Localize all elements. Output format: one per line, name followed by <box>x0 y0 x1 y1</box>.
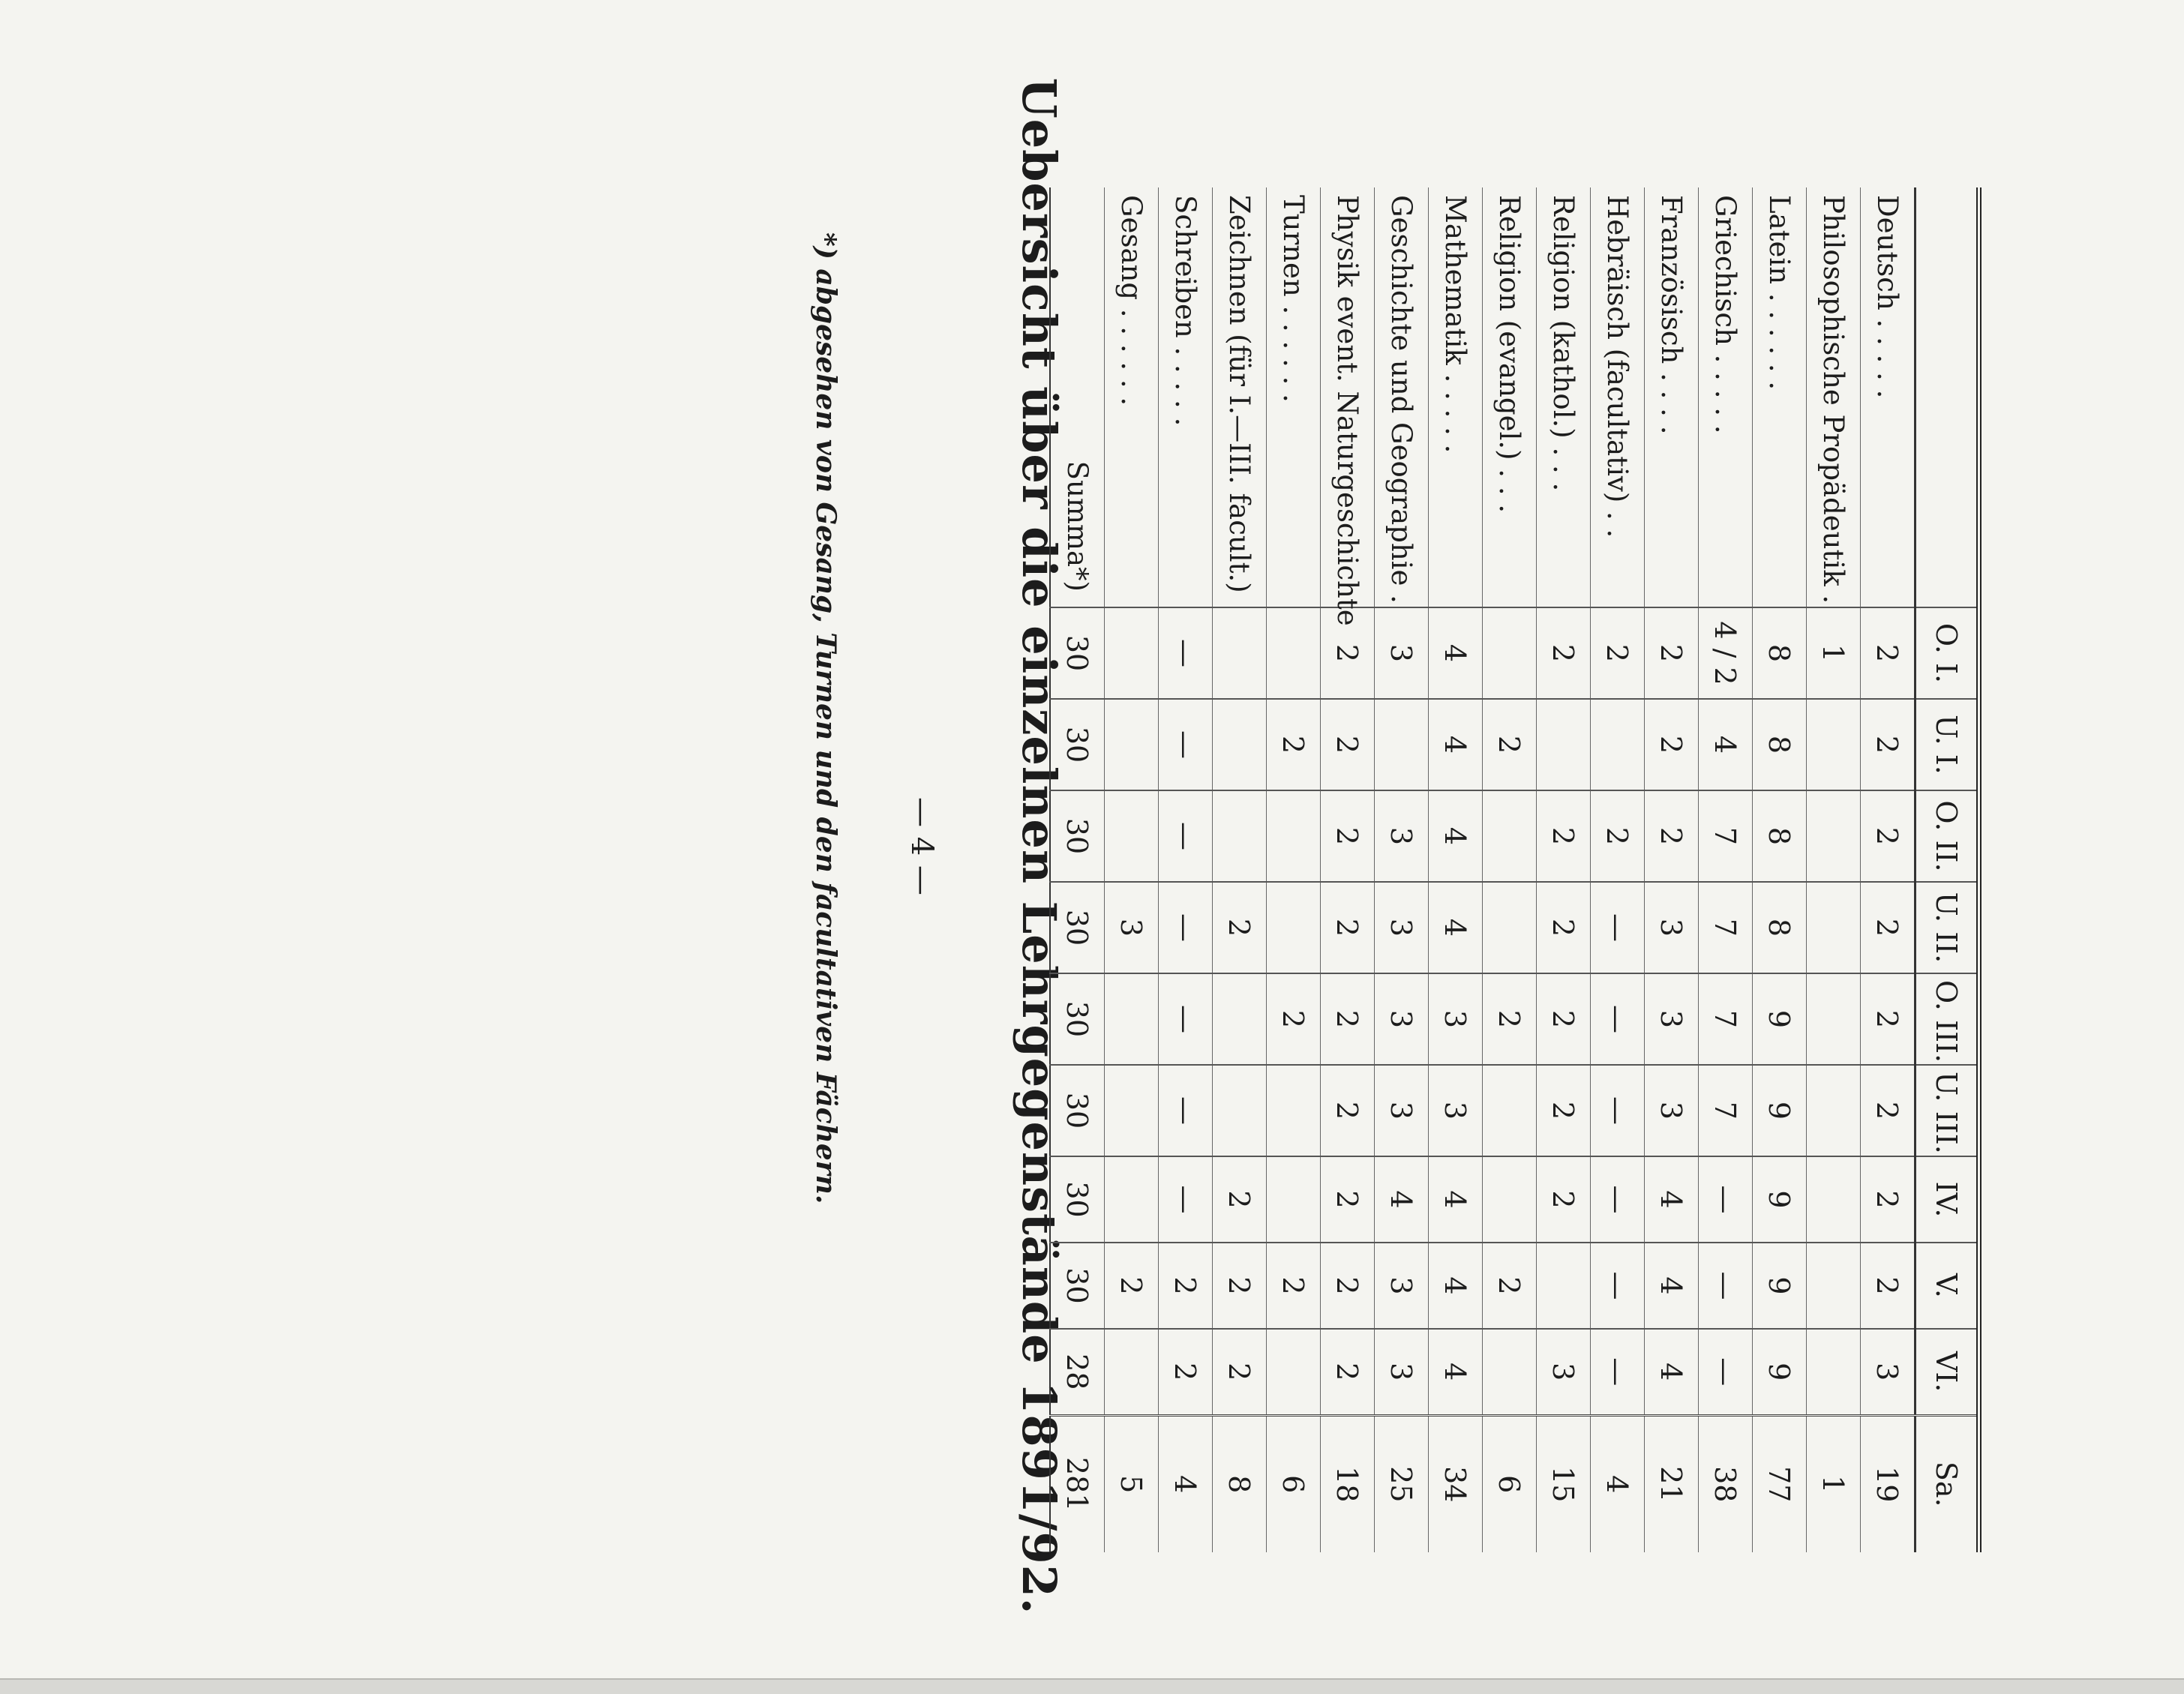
subject-cell: Religion (evangel.) . . . <box>1493 195 1526 514</box>
hours-cell: 2 <box>1645 699 1699 790</box>
summa-cell: 30 <box>1050 1156 1105 1243</box>
row-total-cell: 77 <box>1753 1415 1807 1552</box>
hours-cell: 2 <box>1159 1329 1213 1415</box>
hours-cell <box>1483 790 1537 882</box>
hours-cell <box>1267 1156 1321 1243</box>
hours-cell: — <box>1159 607 1213 699</box>
hours-cell: 9 <box>1753 1065 1807 1156</box>
row-total-cell: 18 <box>1321 1415 1375 1552</box>
hours-cell: 2 <box>1321 607 1375 699</box>
hours-cell: 2 <box>1645 607 1699 699</box>
table-row <box>1105 187 1159 1552</box>
hours-cell <box>1807 699 1861 790</box>
hours-cell <box>1267 882 1321 973</box>
row-total-cell: 38 <box>1699 1415 1753 1552</box>
hours-cell: 4 <box>1429 607 1483 699</box>
hours-cell <box>1807 882 1861 973</box>
hours-cell: 2 <box>1213 882 1267 973</box>
hours-cell: 2 <box>1483 973 1537 1065</box>
hours-cell: 4 <box>1699 699 1753 790</box>
table-row <box>1861 187 1916 1552</box>
hours-cell: 8 <box>1753 790 1807 882</box>
subject-cell: Gesang . . . . . . <box>1115 195 1148 406</box>
hours-cell: 4 <box>1645 1243 1699 1329</box>
hours-cell <box>1213 1065 1267 1156</box>
hours-cell: 2 <box>1861 973 1916 1065</box>
hours-cell <box>1267 1065 1321 1156</box>
subject-cell: Turnen . . . . . . <box>1277 195 1310 403</box>
hours-cell: 2 <box>1591 790 1645 882</box>
header-cell-uiii: U. III. <box>1916 1065 1979 1156</box>
subject-cell: Zeichnen (für I.—III. facult.) <box>1223 195 1256 593</box>
hours-cell: 2 <box>1861 699 1916 790</box>
hours-cell: 3 <box>1375 790 1429 882</box>
hours-cell <box>1807 1329 1861 1415</box>
hours-cell: 4 <box>1429 882 1483 973</box>
hours-cell: 8 <box>1753 699 1807 790</box>
hours-cell: — <box>1159 882 1213 973</box>
hours-cell <box>1537 699 1591 790</box>
hours-cell: 2 <box>1861 882 1916 973</box>
hours-cell <box>1105 1156 1159 1243</box>
hours-cell: 8 <box>1753 882 1807 973</box>
hours-cell: 2 <box>1267 973 1321 1065</box>
hours-cell: 7 <box>1699 973 1753 1065</box>
hours-cell <box>1483 882 1537 973</box>
hours-cell <box>1483 607 1537 699</box>
row-total-cell: 21 <box>1645 1415 1699 1552</box>
hours-cell: 4 <box>1429 790 1483 882</box>
header-cell-subject <box>1916 187 1979 607</box>
hours-cell: 3 <box>1375 1243 1429 1329</box>
hours-cell: 2 <box>1267 1243 1321 1329</box>
table-row <box>1321 187 1375 1552</box>
hours-cell <box>1537 1243 1591 1329</box>
table-row <box>1429 187 1483 1552</box>
hours-cell: 2 <box>1861 1156 1916 1243</box>
subject-cell: Griechisch . . . . . <box>1709 195 1742 434</box>
hours-cell: 2 <box>1159 1243 1213 1329</box>
summa-cell: 30 <box>1050 1243 1105 1329</box>
hours-cell: — <box>1159 790 1213 882</box>
subject-cell: Mathematik . . . . . <box>1439 195 1472 454</box>
hours-cell: 2 <box>1483 699 1537 790</box>
table-row <box>1807 187 1861 1552</box>
hours-cell <box>1483 1156 1537 1243</box>
hours-cell <box>1807 1156 1861 1243</box>
hours-cell <box>1213 699 1267 790</box>
hours-cell: — <box>1159 973 1213 1065</box>
hours-cell: 4 <box>1645 1329 1699 1415</box>
hours-cell: 2 <box>1483 1243 1537 1329</box>
row-total-cell: 15 <box>1537 1415 1591 1552</box>
hours-cell: 9 <box>1753 1329 1807 1415</box>
hours-cell <box>1267 607 1321 699</box>
summa-cell: 30 <box>1050 1065 1105 1156</box>
hours-cell: 2 <box>1591 607 1645 699</box>
subject-cell: Physik event. Naturgeschichte <box>1331 195 1364 626</box>
hours-cell: 2 <box>1537 1065 1591 1156</box>
subject-cell: Philosophische Propädeutik . <box>1817 195 1850 604</box>
row-total-cell: 8 <box>1213 1415 1267 1552</box>
summa-cell: 28 <box>1050 1329 1105 1415</box>
hours-cell: 7 <box>1699 1065 1753 1156</box>
subject-cell: Hebräisch (facultativ) . . <box>1601 195 1634 538</box>
header-cell-v: V. <box>1916 1243 1979 1329</box>
hours-cell: 4 <box>1429 1243 1483 1329</box>
row-total-cell: 4 <box>1591 1415 1645 1552</box>
hours-cell <box>1375 699 1429 790</box>
hours-cell <box>1105 790 1159 882</box>
header-cell-vi: VI. <box>1916 1329 1979 1415</box>
table-row <box>1483 187 1537 1552</box>
curriculum-table <box>1049 187 1982 1552</box>
hours-cell: 4 <box>1429 1156 1483 1243</box>
hours-cell: 3 <box>1645 1065 1699 1156</box>
hours-cell <box>1591 699 1645 790</box>
hours-cell: 2 <box>1105 1243 1159 1329</box>
hours-cell: 7 <box>1699 882 1753 973</box>
hours-cell: — <box>1591 882 1645 973</box>
subject-cell: Französisch . . . . <box>1655 195 1688 435</box>
header-cell-iv: IV. <box>1916 1156 1979 1243</box>
hours-cell: 2 <box>1213 1329 1267 1415</box>
hours-cell: 2 <box>1321 882 1375 973</box>
hours-cell: 2 <box>1267 699 1321 790</box>
hours-cell: 2 <box>1537 790 1591 882</box>
hours-cell: 2 <box>1537 882 1591 973</box>
hours-cell: 2 <box>1861 1243 1916 1329</box>
table-row <box>1537 187 1591 1552</box>
hours-cell: — <box>1699 1243 1753 1329</box>
row-total-cell: 25 <box>1375 1415 1429 1552</box>
header-cell-ui: U. I. <box>1916 699 1979 790</box>
summa-cell: 30 <box>1050 607 1105 699</box>
hours-cell: 9 <box>1753 973 1807 1065</box>
hours-cell: 3 <box>1375 1065 1429 1156</box>
hours-cell: 3 <box>1375 882 1429 973</box>
hours-cell <box>1267 790 1321 882</box>
header-cell-oiii: O. III. <box>1916 973 1979 1065</box>
hours-cell: 3 <box>1645 973 1699 1065</box>
page-number: — 4 — <box>904 797 939 895</box>
row-total-cell: 5 <box>1105 1415 1159 1552</box>
header-cell-total: Sa. <box>1916 1415 1979 1552</box>
summa-cell: 30 <box>1050 699 1105 790</box>
hours-cell: — <box>1699 1156 1753 1243</box>
hours-cell <box>1807 790 1861 882</box>
hours-cell: 3 <box>1375 973 1429 1065</box>
hours-cell <box>1105 1329 1159 1415</box>
hours-cell: 3 <box>1105 882 1159 973</box>
subject-cell: Geschichte und Geographie . <box>1385 195 1418 604</box>
table-row <box>1159 187 1213 1552</box>
subject-cell: Religion (kathol.) . . . <box>1547 195 1580 492</box>
hours-cell: 3 <box>1861 1329 1916 1415</box>
header-cell-oi: O. I. <box>1916 607 1979 699</box>
hours-cell <box>1213 790 1267 882</box>
hours-cell: 3 <box>1537 1329 1591 1415</box>
hours-cell: 2 <box>1537 973 1591 1065</box>
row-total-cell: 4 <box>1159 1415 1213 1552</box>
subject-cell: Latein . . . . . . <box>1763 195 1796 391</box>
hours-cell: 3 <box>1429 973 1483 1065</box>
hours-cell: — <box>1591 1065 1645 1156</box>
scan-edge <box>0 1678 2184 1694</box>
hours-cell: 4 <box>1375 1156 1429 1243</box>
row-total-cell: 34 <box>1429 1415 1483 1552</box>
hours-cell: 9 <box>1753 1156 1807 1243</box>
hours-cell <box>1483 1329 1537 1415</box>
hours-cell <box>1105 1065 1159 1156</box>
subject-cell: Deutsch . . . . . <box>1871 195 1904 399</box>
grand-total-cell: 281 <box>1050 1415 1105 1552</box>
hours-cell <box>1807 973 1861 1065</box>
hours-cell <box>1267 1329 1321 1415</box>
hours-cell: 2 <box>1537 607 1591 699</box>
hours-cell: 4 <box>1429 699 1483 790</box>
table-row <box>1375 187 1429 1552</box>
summa-cell: 30 <box>1050 882 1105 973</box>
table-body <box>1050 187 1916 1552</box>
hours-cell <box>1807 1065 1861 1156</box>
hours-cell: 4 <box>1645 1156 1699 1243</box>
table-row <box>1753 187 1807 1552</box>
hours-cell: 2 <box>1861 790 1916 882</box>
hours-cell: — <box>1591 1156 1645 1243</box>
row-total-cell: 6 <box>1483 1415 1537 1552</box>
hours-cell: 2 <box>1213 1243 1267 1329</box>
hours-cell: — <box>1699 1329 1753 1415</box>
hours-cell <box>1105 699 1159 790</box>
hours-cell: 2 <box>1321 1329 1375 1415</box>
hours-cell <box>1213 973 1267 1065</box>
hours-cell: — <box>1591 1243 1645 1329</box>
row-total-cell: 19 <box>1861 1415 1916 1552</box>
hours-cell: 9 <box>1753 1243 1807 1329</box>
summa-cell: 30 <box>1050 973 1105 1065</box>
hours-cell: — <box>1159 1065 1213 1156</box>
summa-cell: 30 <box>1050 790 1105 882</box>
table-row <box>1645 187 1699 1552</box>
hours-cell: 3 <box>1375 1329 1429 1415</box>
header-row <box>1916 187 1979 1552</box>
table-row <box>1699 187 1753 1552</box>
row-total-cell: 6 <box>1267 1415 1321 1552</box>
hours-cell: 2 <box>1861 607 1916 699</box>
hours-cell: 2 <box>1861 1065 1916 1156</box>
hours-cell: 2 <box>1321 1156 1375 1243</box>
header-cell-uii: U. II. <box>1916 882 1979 973</box>
hours-cell: 8 <box>1753 607 1807 699</box>
hours-cell: 2 <box>1645 790 1699 882</box>
hours-cell <box>1807 1243 1861 1329</box>
row-total-cell: 1 <box>1807 1415 1861 1552</box>
hours-cell: 3 <box>1645 882 1699 973</box>
hours-cell: 2 <box>1321 699 1375 790</box>
subject-cell: Schreiben . . . . . <box>1169 195 1202 427</box>
hours-cell: 3 <box>1429 1065 1483 1156</box>
hours-cell <box>1105 973 1159 1065</box>
table-row <box>1591 187 1645 1552</box>
hours-cell: — <box>1591 1329 1645 1415</box>
hours-cell: 4 <box>1429 1329 1483 1415</box>
hours-cell: 2 <box>1321 790 1375 882</box>
hours-cell <box>1105 607 1159 699</box>
hours-cell: 1 <box>1807 607 1861 699</box>
hours-cell: 2 <box>1537 1156 1591 1243</box>
footnote: *) abgesehen von Gesang, Turnen und den facultativen Fächern. <box>810 232 842 1204</box>
summa-label: Summa*) <box>1061 460 1094 592</box>
hours-cell: 2 <box>1213 1156 1267 1243</box>
page-title: Uebersicht über die einzelnen Lehrgegenstände 1891/92. <box>1012 77 1066 1615</box>
hours-cell <box>1213 607 1267 699</box>
table-row <box>1267 187 1321 1552</box>
hours-cell <box>1483 1065 1537 1156</box>
hours-cell: 2 <box>1321 1065 1375 1156</box>
table-row <box>1213 187 1267 1552</box>
hours-cell: 3 <box>1375 607 1429 699</box>
summa-row <box>1050 187 1105 1552</box>
hours-cell: — <box>1591 973 1645 1065</box>
hours-cell: — <box>1159 699 1213 790</box>
hours-cell: 2 <box>1321 1243 1375 1329</box>
hours-cell: 2 <box>1321 973 1375 1065</box>
hours-cell: 7 <box>1699 790 1753 882</box>
hours-cell: 4 / 2 <box>1699 607 1753 699</box>
header-cell-oii: O. II. <box>1916 790 1979 882</box>
hours-cell: — <box>1159 1156 1213 1243</box>
